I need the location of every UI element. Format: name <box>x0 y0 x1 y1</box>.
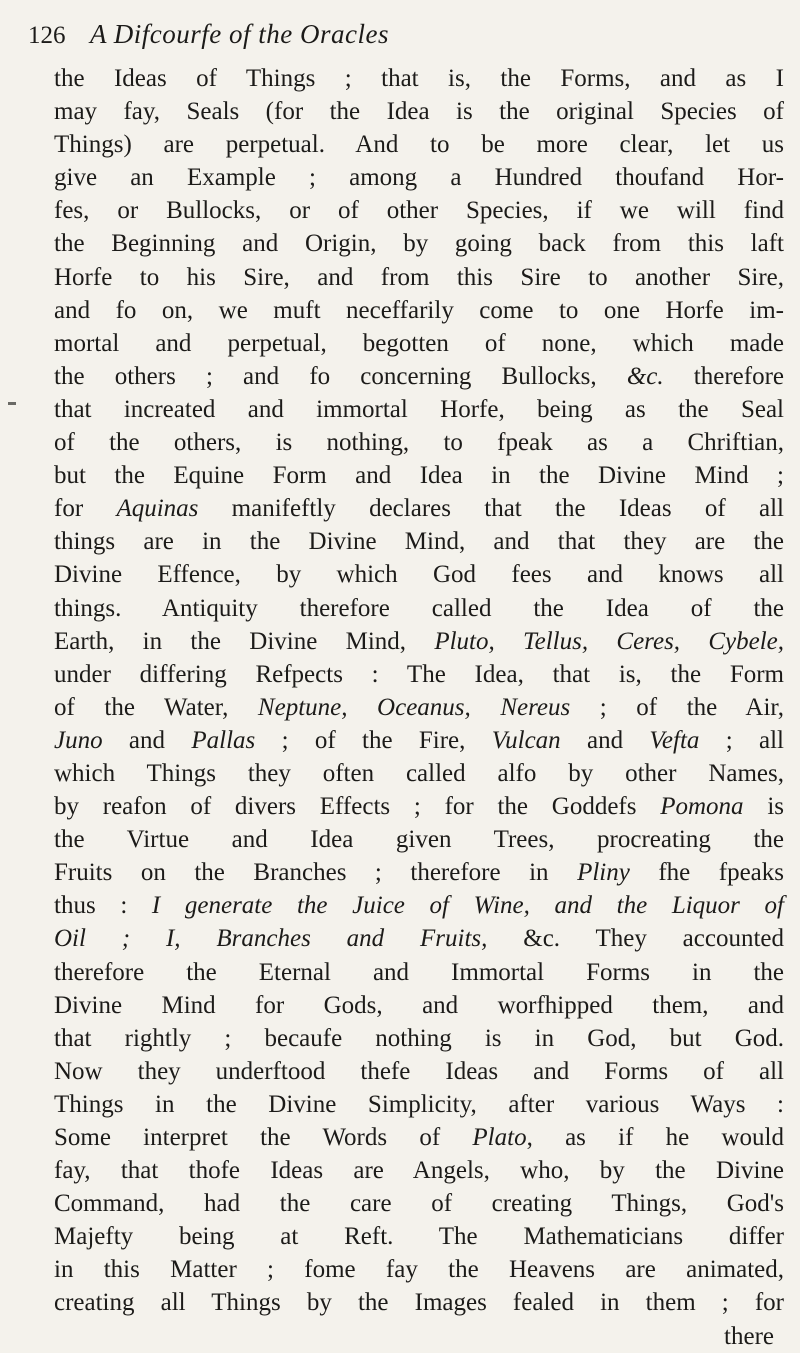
text-line <box>54 161 784 194</box>
text-segment: but the Equine Form and Idea in the Divine Mind ; <box>54 462 784 490</box>
text-segment: give an Example ; among a Hundred thoufand Hor- <box>54 164 784 192</box>
text-segment: therefore the Eternal and Immortal Forms in the <box>54 958 784 986</box>
body-text <box>54 62 784 1353</box>
text-segment: is <box>743 793 784 821</box>
text-segment: ; all <box>699 726 784 754</box>
text-line <box>54 790 784 823</box>
running-title: A Difcourfe of the Oracles <box>90 19 389 49</box>
text-segment: ; of the Fire, <box>255 726 492 754</box>
text-line <box>54 1154 784 1187</box>
text-line <box>54 856 784 889</box>
text-line <box>54 1320 784 1353</box>
italic-segment: Pallas <box>191 726 256 754</box>
text-segment: Things in the Divine Simplicity, after various Ways : <box>54 1090 784 1118</box>
text-segment: which Things they often called alfo by other Names, <box>54 759 784 787</box>
italic-segment: Aquinas <box>116 495 199 523</box>
text-segment: manifeftly declares that the Ideas of all <box>198 495 784 523</box>
text-segment: thus : <box>54 892 152 920</box>
text-segment: that rightly ; becaufe nothing is in God, but God. <box>54 1024 784 1052</box>
text-line <box>54 592 784 625</box>
text-segment: of the others, is nothing, to fpeak as a Chriftian, <box>54 429 784 457</box>
margin-mark <box>8 402 16 405</box>
text-line <box>54 1121 784 1154</box>
text-segment: may fay, Seals (for the Idea is the original Species of <box>54 98 784 126</box>
italic-segment: Plato <box>472 1124 527 1151</box>
text-line <box>54 327 784 360</box>
text-segment: in this Matter ; fome fay the Heavens are animated, <box>54 1256 784 1284</box>
italic-segment: Pomona <box>660 793 744 821</box>
text-line <box>54 492 784 525</box>
text-line <box>54 1088 784 1121</box>
italic-segment: Juno <box>54 726 103 754</box>
text-line <box>54 525 784 558</box>
text-segment: for <box>54 495 117 523</box>
text-segment: , as if he would <box>526 1124 784 1151</box>
text-segment: that increated and immortal Horfe, being as the Seal <box>54 395 784 423</box>
text-line <box>54 128 784 161</box>
italic-segment: Vefta <box>649 726 700 754</box>
text-segment: under differing Refpects : The Idea, that is, the Form <box>54 660 784 688</box>
italic-segment: Neptune, Oceanus, Nereus <box>257 693 571 721</box>
text-segment: Command, had the care of creating Things, God's <box>54 1190 784 1218</box>
text-line <box>54 625 784 658</box>
text-line <box>54 1220 784 1253</box>
text-line <box>54 724 784 757</box>
text-segment: things are in the Divine Mind, and that they are the <box>54 528 784 556</box>
italic-segment: Vulcan <box>491 726 561 754</box>
text-line <box>54 956 784 989</box>
text-line <box>54 194 784 227</box>
text-line <box>54 1286 784 1319</box>
text-segment: Majefty being at Reft. The Mathematicians differ <box>54 1223 784 1251</box>
text-line <box>54 1187 784 1220</box>
text-line <box>54 558 784 591</box>
text-line <box>54 294 784 327</box>
text-line <box>54 757 784 790</box>
text-segment: and fo on, we muft neceffarily come to one Horfe im- <box>54 296 784 324</box>
italic-segment: Pluto, Tellus, Ceres, Cybele, <box>434 627 785 655</box>
text-line <box>54 989 784 1022</box>
italic-segment: Pliny <box>577 859 630 887</box>
text-line <box>54 658 784 691</box>
page-number: 126 <box>28 22 66 49</box>
text-line <box>54 823 784 856</box>
text-line <box>54 1022 784 1055</box>
text-segment: of the Water, <box>54 693 258 721</box>
text-line <box>54 360 784 393</box>
text-segment: Now they underftood thefe Ideas and Forms of all <box>54 1057 784 1085</box>
text-segment: Things) are perpetual. And to be more clear, let us <box>54 131 784 159</box>
text-segment: the Beginning and Origin, by going back from this laft <box>54 230 784 258</box>
text-segment: creating all Things by the Images fealed in them ; for <box>54 1289 784 1317</box>
text-segment: Horfe to his Sire, and from this Sire to another Sire, <box>54 263 784 291</box>
text-line <box>54 1253 784 1286</box>
text-segment: mortal and perpetual, begotten of none, which made <box>54 329 784 357</box>
text-segment: &c. They accounted <box>487 925 784 953</box>
text-segment: by reafon of divers Effects ; for the Goddefs <box>54 793 661 821</box>
text-segment: Divine Mind for Gods, and worfhipped them, and <box>54 991 784 1019</box>
text-segment: the Ideas of Things ; that is, the Forms, and as I <box>54 65 784 92</box>
text-line <box>54 1055 784 1088</box>
text-segment: the Virtue and Idea given Trees, procreating the <box>54 826 784 854</box>
text-line <box>54 95 784 128</box>
text-line <box>54 922 784 955</box>
text-segment: and <box>560 726 650 754</box>
text-segment: Earth, in the Divine Mind, <box>54 627 435 655</box>
text-segment: ; of the Air, <box>570 693 784 721</box>
text-line <box>54 227 784 260</box>
text-line <box>54 426 784 459</box>
text-segment: therefore <box>663 362 784 390</box>
text-segment: Fruits on the Branches ; therefore in <box>54 859 578 887</box>
text-segment: and <box>102 726 192 754</box>
page-header <box>28 12 768 56</box>
text-segment: Some interpret the Words of <box>54 1124 473 1151</box>
text-segment: fhe fpeaks <box>629 859 785 887</box>
italic-segment: Oil ; I, Branches and Fruits, <box>54 925 488 953</box>
text-segment: fay, that thofe Ideas are Angels, who, by the Divine <box>54 1157 784 1185</box>
italic-segment: I generate the Juice of Wine, and the Liquor of <box>151 892 784 920</box>
text-segment: the others ; and fo concerning Bullocks, <box>54 362 627 390</box>
text-line <box>54 459 784 492</box>
text-segment: there <box>724 1322 774 1350</box>
text-segment: Divine Effence, by which God fees and knows all <box>54 561 784 589</box>
italic-segment: &c. <box>626 362 664 390</box>
text-line <box>54 889 784 922</box>
text-line <box>54 62 784 95</box>
text-line <box>54 393 784 426</box>
text-line <box>54 691 784 724</box>
text-segment: things. Antiquity therefore called the Idea of the <box>54 594 784 622</box>
text-line <box>54 261 784 294</box>
text-segment: fes, or Bullocks, or of other Species, if we will find <box>54 197 784 225</box>
